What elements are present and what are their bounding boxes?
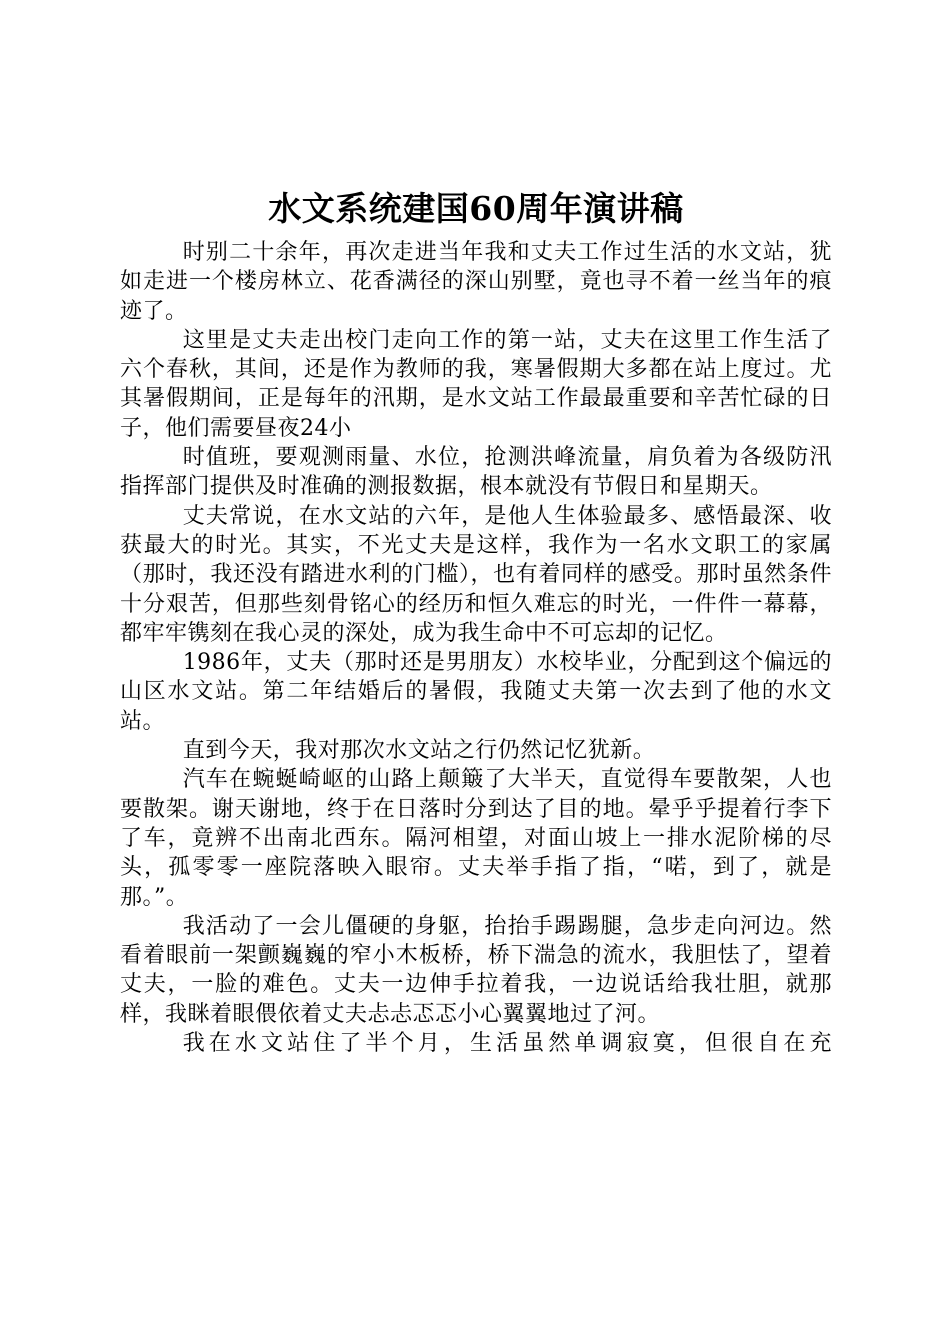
paragraph-7: 汽车在蜿蜒崎岖的山路上颠簸了大半天，直觉得车要散架，人也要散架。谢天谢地，终于在日落时分到达了目的地。晕乎乎提着行李下了车，竟辨不出南北西东。隔河相望，对面山坡上一排水泥阶梯的尽头，孤零零一座院落映入眼帘。丈夫举手指了指，“喏，到了，就是那。”。 xyxy=(120,767,832,910)
paragraph-4: 丈夫常说，在水文站的六年，是他人生体验最多、感悟最深、收获最大的时光。其实，不光丈夫是这样，我作为一名水文职工的家属（那时，我还没有踏进水利的门槛），也有着同样的感受。那时虽然条件十分艰苦，但那些刻骨铭心的经历和恒久难忘的时光，一件件一幕幕，都牢牢镌刻在我心灵的深处，成为我生命中不可忘却的记忆。 xyxy=(120,503,832,646)
paragraph-2: 这里是丈夫走出校门走向工作的第一站，丈夫在这里工作生活了六个春秋，其间，还是作为教师的我，寒暑假期大多都在站上度过。尤其暑假期间，正是每年的汛期，是水文站工作最最重要和辛苦忙碌的日子，他们需要昼夜24小 xyxy=(120,327,832,441)
paragraph-8: 我活动了一会儿僵硬的身躯，抬抬手踢踢腿，急步走向河边。然看着眼前一架颤巍巍的窄小木板桥，桥下湍急的流水，我胆怯了，望着丈夫，一脸的难色。丈夫一边伸手拉着我，一边说话给我壮胆，就那样，我眯着眼偎依着丈夫忐忐忑忑小心翼翼地过了河。 xyxy=(120,913,832,1027)
paragraph-3: 时值班，要观测雨量、水位，抢测洪峰流量，肩负着为各级防汛指挥部门提供及时准确的测报数据，根本就没有节假日和星期天。 xyxy=(120,445,832,500)
paragraph-5: 1986年，丈夫（那时还是男朋友）水校毕业，分配到这个偏远的山区水文站。第二年结婚后的暑假，我随丈夫第一次去到了他的水文站。 xyxy=(120,650,832,734)
paragraph-9: 我在水文站住了半个月，生活虽然单调寂寞，但很自在充 xyxy=(182,1031,832,1057)
document-page xyxy=(120,180,832,1058)
document-title: 水文系统建国60周年演讲稿 xyxy=(268,189,684,228)
paragraph-1: 时别二十余年，再次走进当年我和丈夫工作过生活的水文站，犹如走进一个楼房林立、花香满径的深山别墅，竟也寻不着一丝当年的痕迹了。 xyxy=(120,240,832,324)
paragraph-6: 直到今天，我对那次水文站之行仍然记忆犹新。 xyxy=(182,738,656,764)
